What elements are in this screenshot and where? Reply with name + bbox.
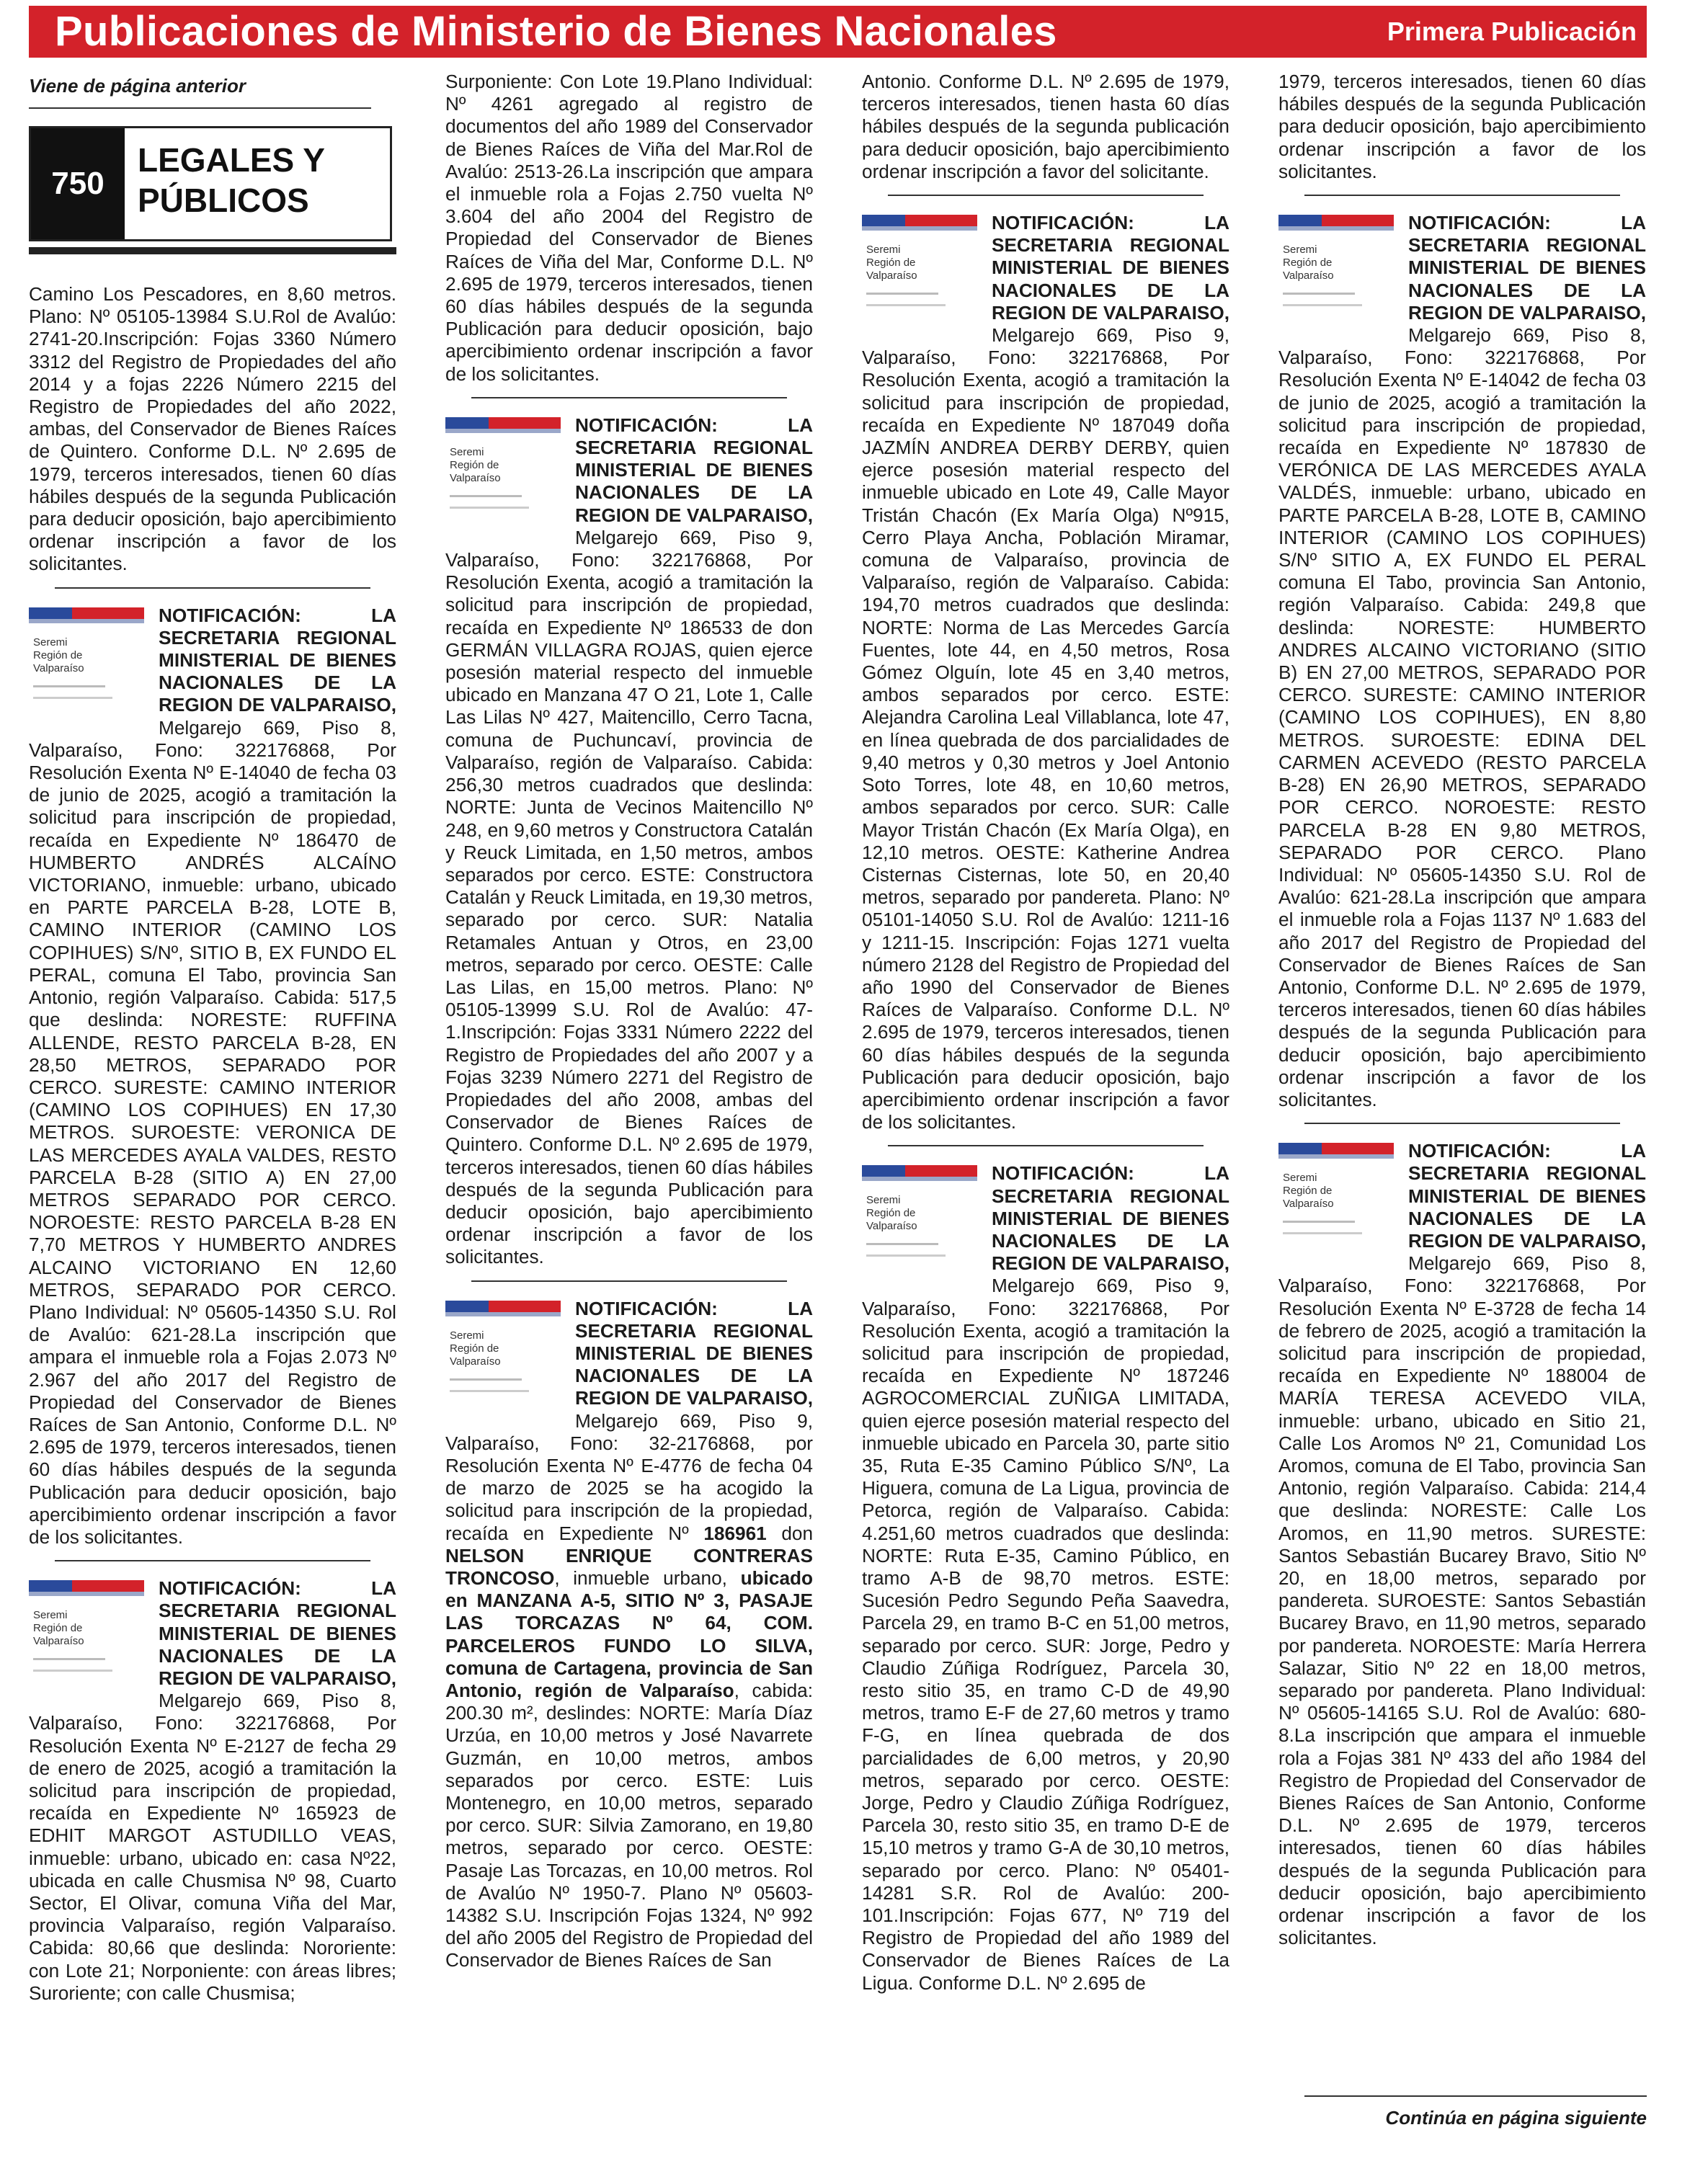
viene-de-pagina: Viene de página anterior — [29, 75, 246, 97]
notice-heading: NOTIFICACIÓN: LA SECRETARIA REGIONAL MINISTERIAL DE BIENES NACIONALES DE LA REGION DE VALPARAISO, — [1408, 212, 1646, 324]
seremi-logo: Seremi Región de Valparaíso — [29, 605, 148, 720]
divider — [1304, 2095, 1647, 2097]
notice — [1278, 212, 1646, 1111]
column-2 — [445, 71, 813, 1972]
notice: Seremi Región de Valparaíso NOTIFICACIÓN: LA SECRETARIA REGIONAL MINISTERIAL DE BIENES NACIONALES DE LA REGION DE VALPARAISO, Melgarejo 669, Piso 9, Valparaíso, Fono: 32-2176868, por Resolución Exenta Nº E-4776 de fecha 04 de marzo de 2025 se ha acogido la solicitud para inscripción de la propiedad, recaída en Expediente Nº 186961 don NELSON ENRIQUE CONTRERAS TRONCOSO, inmueble urbano, ubicado en MANZANA A-5, SITIO Nº 3, PASAJE LAS TORCAZAS Nº 64, COM. PARCELEROS FUNDO LO SILVA, comuna de Cartagena, provincia de San Antonio, región de Valparaíso, cabida: 200.30 m², deslindes: NORTE: María Díaz Urzúa, en 10,00 metros y José Navarrete Guzmán, en 10,00 metros, ambos separados por cerco. ESTE: Luis Montenegro, en 10,00 metros, separado por cerco. SUR: Silvia Zamorano, en 19,80 metros, separado por cerco. OESTE: Pasaje Las Torcazas, en 10,00 metros. Rol de Avalúo Nº 1950-7. Plano Nº 05603-14382 S.U. Inscripción Fojas 1324, Nº 992 del año 2005 del Registro de Propiedad del Conservador de Bienes Raíces de San — [445, 1297, 814, 1971]
column-4 — [1278, 71, 1646, 1949]
notice-body: Melgarejo 669, Piso 8, Valparaíso, Fono: 322176868, Por Resolución Exenta Nº E-14040 de fecha 03 de junio de 2025, acogió a tramitación la solicitud para inscripción de propiedad, recaída en Expediente Nº 186470 de HUMBERTO ANDRÉS ALCAÍNO VICTORIANO, inmueble: urbano, ubicado en PARTE PARCELA B-28, LOTE B, CAMINO INTERIOR (CAMINO LOS COPIHUES) S/Nº, SITIO B, EX FUNDO EL PERAL, comuna El Tabo, provincia San Antonio, región Valparaíso. Cabida: 517,5 que deslinda: NORESTE: RUFFINA ALLENDE, RESTO PARCELA B-28, EN 28,50 METROS, SEPARADO POR CERCO. SURESTE: CAMINO INTERIOR (CAMINO LOS COPIHUES) EN 17,30 METROS. SUROESTE: VERONICA DE LAS MERCEDES AYALA VALDES, RESTO PARCELA B-28 (SITIO A) EN 27,00 METROS SEPARADO POR CERCO. NOROESTE: RESTO PARCELA B-28 EN 7,70 METROS Y HUMBERTO ANDRES ALCAINO VICTORIANO EN 12,60 METROS, SEPARADO POR CERCO. Plano Individual: Nº 05605-14350 S.U. Rol de Avalúo: 621-28.La inscripción que ampara el inmueble rola a Fojas 2.073 Nº 2.967 del año 2017 del Registro de Propiedad del Conservador de Bienes Raíces de San Antonio, Conforme D.L. Nº 2.695 de 1979, terceros interesados, tienen 60 días hábiles después de la segunda Publicación para deducir oposición, bajo apercibimiento ordenar inscripción a favor de los solicitantes. — [29, 716, 396, 1548]
notice-heading: NOTIFICACIÓN: LA SECRETARIA REGIONAL MINISTERIAL DE BIENES NACIONALES DE LA REGION DE VALPARAISO, — [575, 414, 813, 526]
seremi-logo: Seremi Región de Valparaíso — [1278, 1140, 1398, 1255]
section-header — [29, 126, 392, 241]
continued-notice: 1979, terceros interesados, tienen 60 días hábiles después de la segunda Publicación para deducir oposición, bajo apercibimiento ordenar inscripción a favor de los solicitantes. — [1278, 71, 1646, 182]
section-title-line-1: LEGALES Y — [138, 141, 325, 179]
divider — [888, 1145, 1204, 1146]
seremi-logo: Seremi Región de Valparaíso — [862, 212, 982, 327]
column-3 — [862, 71, 1229, 1995]
notice-body: Melgarejo 669, Piso 9, Valparaíso, Fono: 322176868, Por Resolución Exenta, acogió a tramitación la solicitud para inscripción de propiedad, recaída en Expediente Nº 187246 AGROCOMERCIAL ZUÑIGA LIMITADA, quien ejerce posesión material respecto del inmueble ubicado en Parcela 30, parte sitio 35, Ruta E-35 Camino Público S/Nº, La Higuera, comuna de La Ligua, provincia de Petorca, región de Valparaíso. Cabida: 4.251,60 metros cuadrados que deslinda: NORTE: Ruta E-35, Camino Público, en tramo A-B de 98,70 metros. ESTE: Sucesión Pedro Segundo Peña Saavedra, Parcela 29, en tramo B-C en 51,00 metros, separado por cerco. SUR: Jorge, Pedro y Claudio Zúñiga Rodríguez, Parcela 30, resto sitio 35, en tramo C-D de 49,90 metros, tramo E-F de 27,60 metros y tramo F-G, en línea quebrada de dos parcialidades de 6,00 metros, y 20,90 metros, separado por cerco. OESTE: Jorge, Pedro y Claudio Zúñiga Rodríguez, Parcela 30, resto sitio 35, en tramo D-E de 15,10 metros y tramo G-A de 30,10 metros, separado por cerco. Plano: Nº 05401-14281 S.R. Rol de Avalúo: 200-101.Inscripción: Fojas 677, Nº 719 del Registro de Propiedad del año 1989 del Conservador de Bienes Raíces de La Ligua. Conforme D.L. Nº 2.695 de — [862, 1275, 1229, 1994]
continued-notice: Surponiente: Con Lote 19.Plano Individual: Nº 4261 agregado al registro de documentos del año 1989 del Conservador de Bienes Raíces de Viña del Mar.Rol de Avalúo: 2513-26.La inscripción que ampara el inmueble rola a Fojas 2.750 vuelta Nº 3.604 del año 2004 del Registro de Propiedad del Conservador de Bienes Raíces de Viña del Mar, Conforme D.L. Nº 2.695 de 1979, terceros interesados, tienen 60 días hábiles después de la segunda Publicación para deducir oposición, bajo apercibimiento ordenar inscripción a favor de los solicitantes. — [445, 71, 813, 385]
divider — [471, 1280, 788, 1282]
continued-notice: Camino Los Pescadores, en 8,60 metros. Plano: Nº 05105-13984 S.U.Rol de Avalúo: 2741-20.Inscripción: Fojas 3360 Número 3312 del Registro de Propiedades del año 2014 y a fojas 2226 Número 2215 del Registro de Propiedades del año 2022, ambas, del Conservador de Bienes Raíces de Quintero. Conforme D.L. Nº 2.695 de 1979, terceros interesados, tienen 60 días hábiles después de la segunda Publicación para deducir oposición, bajo apercibimiento ordenar inscripción a favor de los solicitantes. — [29, 283, 396, 575]
seremi-logo: Seremi Región de Valparaíso — [445, 414, 565, 530]
continued-notice: Antonio. Conforme D.L. Nº 2.695 de 1979, terceros interesados, tienen hasta 60 días hábiles después de la segunda publicación para deducir oposición, bajo apercibimiento ordenar inscripción a favor del solicitante. — [862, 71, 1229, 182]
notice-body: Melgarejo 669, Piso 9, Valparaíso, Fono: 322176868, Por Resolución Exenta, acogió a tramitación la solicitud para inscripción de propiedad, recaída en Expediente Nº 186533 de don GERMÁN VILLAGRA ROJAS, quien ejerce posesión material respecto del inmueble ubicado en Manzana 47 O 21, Lote 1, Calle Las Lilas Nº 427, Maitencillo, Cerro Tacna, comuna de Puchuncaví, provincia de Valparaíso, región de Valparaíso. Cabida: 256,30 metros cuadrados que deslinda: NORTE: Junta de Vecinos Maitencillo Nº 248, en 9,60 metros y Constructora Catalán y Reuck Limitada, en 1,50 metros, ambos separados por cerco. ESTE: Constructora Catalán y Reuck Limitada, en 19,30 metros, separado por cerco. SUR: Natalia Retamales Antuan y Otros, en 23,00 metros, separado por cerco. OESTE: Calle Las Lilas, en 15,00 metros. Plano: Nº 05105-13999 S.U. Rol de Avalúo: 47-1.Inscripción: Fojas 3331 Número 2222 del Registro de Propiedades del año 2007 y a Fojas 3239 Número 2271 del Registro de Propiedades del año 2008, ambas del Conservador de Bienes Raíces de Quintero. Conforme D.L. Nº 2.695 de 1979, terceros interesados, tienen 60 días hábiles después de la segunda Publicación para deducir oposición, bajo apercibimiento ordenar inscripción a favor de los solicitantes. — [445, 526, 813, 1268]
publication-label: Primera Publicación — [1387, 17, 1637, 46]
notice-heading: NOTIFICACIÓN: LA SECRETARIA REGIONAL MINISTERIAL DE BIENES NACIONALES DE LA REGION DE VALPARAISO, — [159, 1577, 396, 1689]
divider — [1304, 195, 1621, 196]
notice-heading: NOTIFICACIÓN: LA SECRETARIA REGIONAL MINISTERIAL DE BIENES NACIONALES DE LA REGION DE VALPARAISO, — [159, 604, 396, 716]
notice-body: Melgarejo 669, Piso 9, Valparaíso, Fono: 322176868, Por Resolución Exenta, acogió a tramitación la solicitud para inscripción de propiedad, recaída en Expediente Nº 187049 doña JAZMÍN ANDREA DERBY DERBY, quien ejerce posesión material respecto del inmueble ubicado en Lote 49, Calle Mayor Tristán Chacón (Ex María Olga) Nº915, Cerro Playa Ancha, Población Miramar, comuna de Valparaíso, provincia de Valparaíso, región de Valparaíso. Cabida: 194,70 metros cuadrados que deslinda: NORTE: Norma de Las Mercedes García Fuentes, lote 44, en 4,50 metros, Rosa Gómez Olguín, lote 45 en 3,40 metros, ambos separados por cerco. ESTE: Alejandra Carolina Leal Villablanca, lote 47, en línea quebrada de dos parcialidades de 9,40 metros y 0,30 metros y Joel Antonio Soto Torres, lote 48, en 10,60 metros, ambos separados por cerco. SUR: Calle Mayor Tristán Chacón (Ex María Olga), en 12,10 metros. OESTE: Katherine Andrea Cisternas Cisternas, lote 50, en 20,40 metros, separado por pandereta. Plano: Nº 05101-14050 S.U. Rol de Avalúo: 1211-16 y 1211-15. Inscripción: Fojas 1271 vuelta número 2128 del Registro de Propiedad del año 1990 del Conservador de Bienes Raíces de Valparaíso. Conforme D.L. Nº 2.695 de 1979, terceros interesados, tienen 60 días hábiles después de la segunda Publicación para deducir oposición, bajo apercibimiento ordenar inscripción a favor de los solicitantes. — [862, 324, 1229, 1133]
section-title — [138, 140, 325, 220]
page-title: Publicaciones de Ministerio de Bienes Nacionales — [55, 8, 1057, 55]
notice — [1278, 1140, 1646, 1949]
seremi-logo: Seremi Región de Valparaíso — [29, 1577, 148, 1693]
notice — [862, 1162, 1229, 1995]
divider — [888, 195, 1204, 196]
header-banner — [29, 6, 1647, 58]
section-number: 750 — [31, 128, 125, 239]
notice-body: Melgarejo 669, Piso 8, Valparaíso, Fono: 322176868, Por Resolución Exenta Nº E-14042 de fecha 03 de junio de 2025, acogió a tramitación la solicitud para inscripción de propiedad, recaída en Expediente Nº 187830 de VERÓNICA DE LAS MERCEDES AYALA VALDÉS, inmueble: urbano, ubicado en PARTE PARCELA B-28, LOTE B, CAMINO INTERIOR (CAMINO LOS COPIHUES) S/Nº SITIO A, EX FUNDO EL PERAL comuna El Tabo, provincia San Antonio, región Valparaíso. Cabida: 249,8 que deslinda: NORESTE: HUMBERTO ANDRES ALCAINO VICTORIANO (SITIO B) EN 27,00 METROS, SEPARADO POR CERCO. SURESTE: CAMINO INTERIOR (CAMINO LOS COPIHUES), EN 8,80 METROS. SUROESTE: EDINA DEL CARMEN ACEVEDO (RESTO PARCELA B-28) EN 26,90 METROS, SEPARADO POR CERCO. NOROESTE: RESTO PARCELA B-28 EN 9,80 METROS, SEPARADO POR CERCO. Plano Individual: Nº 05605-14350 S.U. Rol de Avalúo: 621-28.La inscripción que ampara el inmueble rola a Fojas 1137 Nº 1.683 del año 2017 del Registro de Propiedad del Conservador de Bienes Raíces de San Antonio, Conforme D.L. Nº 2.695 de 1979, terceros interesados, tienen 60 días hábiles después de la segunda Publicación para deducir oposición, bajo apercibimiento ordenar inscripción a favor de los solicitantes. — [1278, 324, 1646, 1110]
divider — [55, 1560, 371, 1561]
seremi-logo: Seremi Región de Valparaíso — [862, 1162, 982, 1278]
applicant-name: NELSON ENRIQUE CONTRERAS TRONCOSO — [445, 1544, 813, 1589]
notice — [29, 1577, 396, 2005]
notice-body: Melgarejo 669, Piso 8, Valparaíso, Fono: 322176868, Por Resolución Exenta Nº E-2127 de fecha 29 de enero de 2025, acogió a tramitación la solicitud para inscripción de propiedad, recaída en Expediente Nº 165923 de EDHIT MARGOT ASTUDILLO VEAS, inmueble: urbano, ubicado en: casa Nº22, ubicada en calle Chusmisa Nº 98, Cuarto Sector, El Olivar, comuna Viña del Mar, provincia Valparaíso, región Valparaíso. Cabida: 80,66 que deslinda: Nororiente: con Lote 21; Norponiente: con áreas libres; Suroriente; con calle Chusmisa; — [29, 1690, 396, 2004]
notice-heading: NOTIFICACIÓN: LA SECRETARIA REGIONAL MINISTERIAL DE BIENES NACIONALES DE LA REGION DE VALPARAISO, — [1408, 1140, 1646, 1252]
seremi-logo: Seremi Región de Valparaíso — [1278, 212, 1398, 327]
notice-heading: NOTIFICACIÓN: LA SECRETARIA REGIONAL MINISTERIAL DE BIENES NACIONALES DE LA REGION DE VALPARAISO, — [992, 1162, 1229, 1275]
section-title-line-2: PÚBLICOS — [138, 182, 309, 219]
notice — [29, 605, 396, 1549]
divider — [471, 397, 788, 398]
continua-en-pagina: Continúa en página siguiente — [1385, 2107, 1647, 2129]
notice-heading: NOTIFICACIÓN: LA SECRETARIA REGIONAL MINISTERIAL DE BIENES NACIONALES DE LA REGION DE VALPARAISO, — [992, 212, 1229, 324]
notice-body: Melgarejo 669, Piso 8, Valparaíso, Fono: 322176868, Por Resolución Exenta Nº E-3728 de fecha 14 de febrero de 2025, acogió a tramitación la solicitud para inscripción de propiedad, recaída en Expediente Nº 188004 de MARÍA TERESA ACEVEDO VILA, inmueble: urbano, ubicado en Sitio 21, Calle Los Aromos Nº 21, Comunidad Los Aromos, comuna de El Tabo, provincia San Antonio, región Valparaíso. Cabida: 214,4 que deslinda: NORESTE: Calle Los Aromos, en 11,90 metros. SURESTE: Santos Sebastián Bucarey Bravo, Sitio Nº 20, en 18,00 metros, separado por pandereta. SUROESTE: Santos Sebastián Bucarey Bravo, en 11,90 metros, separado por pandereta. NOROESTE: María Herrera Salazar, Sitio Nº 22 en 18,00 metros, separado por pandereta. Plano Individual: Nº 05605-14165 S.U. Rol de Avalúo: 680-8.La inscripción que ampara el inmueble rola a Fojas 381 Nº 433 del año 1984 del Registro de Propiedad del Conservador de Bienes Raíces de San Antonio, Conforme D.L. Nº 2.695 de 1979, terceros interesados, tienen 60 días hábiles después de la segunda Publicación para deducir oposición, bajo apercibimiento ordenar inscripción a favor de los solicitantes. — [1278, 1252, 1646, 1949]
property-location: ubicado en MANZANA A-5, SITIO Nº 3, PASAJE LAS TORCAZAS Nº 64, COM. PARCELEROS FUNDO LO SILVA, comuna de Cartagena, provincia de San Antonio, región de Valparaíso — [445, 1567, 813, 1702]
notice — [862, 212, 1229, 1133]
notice — [445, 414, 813, 1269]
column-1 — [29, 71, 396, 2005]
notice-heading: NOTIFICACIÓN: LA SECRETARIA REGIONAL MINISTERIAL DE BIENES NACIONALES DE LA REGION DE VALPARAISO, — [575, 1297, 813, 1409]
divider — [55, 587, 371, 589]
section-stripe — [29, 247, 396, 254]
divider — [1304, 1123, 1621, 1124]
divider — [29, 107, 371, 109]
expediente-number: 186961 — [703, 1522, 767, 1544]
seremi-logo: Seremi Región de Valparaíso — [445, 1298, 565, 1413]
